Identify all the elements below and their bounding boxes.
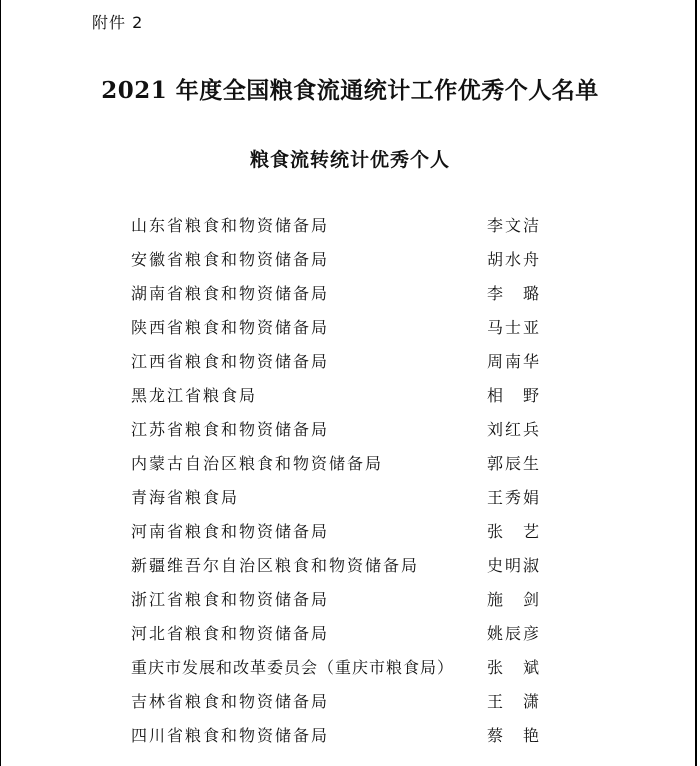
organization-name: 安徽省粮食和物资储备局 [131,250,330,269]
list-item [131,248,561,282]
list-item [131,588,561,622]
list-item [131,384,561,418]
list-item [131,724,561,758]
person-name: 张 艺 [487,522,542,541]
person-name: 李文洁 [487,216,542,235]
person-name: 李 璐 [487,284,542,303]
person-name: 姚辰彦 [487,624,542,643]
person-name: 王秀娟 [487,488,542,507]
organization-name: 山东省粮食和物资储备局 [131,216,330,235]
list-item [131,452,561,486]
person-name: 史明淑 [487,556,542,575]
organization-name: 江苏省粮食和物资储备局 [131,420,330,439]
list-item [131,350,561,384]
organization-name: 河南省粮食和物资储备局 [131,522,330,541]
list-item [131,282,561,316]
person-name: 胡水舟 [487,250,542,269]
organization-name: 浙江省粮食和物资储备局 [131,590,330,609]
list-item [131,656,561,690]
person-name: 刘红兵 [487,420,542,439]
list-item [131,214,561,248]
organization-name: 重庆市发展和改革委员会（重庆市粮食局） [131,658,455,677]
person-name: 郭辰生 [487,454,542,473]
list-item [131,554,561,588]
organization-name: 江西省粮食和物资储备局 [131,352,330,371]
list-item [131,622,561,656]
person-name: 施 剑 [487,590,542,609]
list-item [131,316,561,350]
person-name: 蔡 艳 [487,726,542,745]
honoree-list [131,214,561,758]
attachment-label: 附件 2 [92,13,144,32]
person-name: 王 潇 [487,692,542,711]
organization-name: 四川省粮食和物资储备局 [131,726,330,745]
organization-name: 新疆维吾尔自治区粮食和物资储备局 [131,556,420,575]
section-subtitle: 粮食流转统计优秀个人 [249,149,450,171]
person-name: 马士亚 [487,318,542,337]
list-item [131,520,561,554]
person-name: 相 野 [487,386,542,405]
list-item [131,486,561,520]
person-name: 周南华 [487,352,542,371]
organization-name: 青海省粮食局 [131,488,240,507]
list-item [131,690,561,724]
person-name: 张 斌 [487,658,542,677]
list-item [131,418,561,452]
organization-name: 内蒙古自治区粮食和物资储备局 [131,454,384,473]
organization-name: 吉林省粮食和物资储备局 [131,692,330,711]
organization-name: 河北省粮食和物资储备局 [131,624,330,643]
organization-name: 湖南省粮食和物资储备局 [131,284,330,303]
organization-name: 黑龙江省粮食局 [131,386,258,405]
document-title: 2021 年度全国粮食流通统计工作优秀个人名单 [101,77,599,104]
organization-name: 陕西省粮食和物资储备局 [131,318,330,337]
